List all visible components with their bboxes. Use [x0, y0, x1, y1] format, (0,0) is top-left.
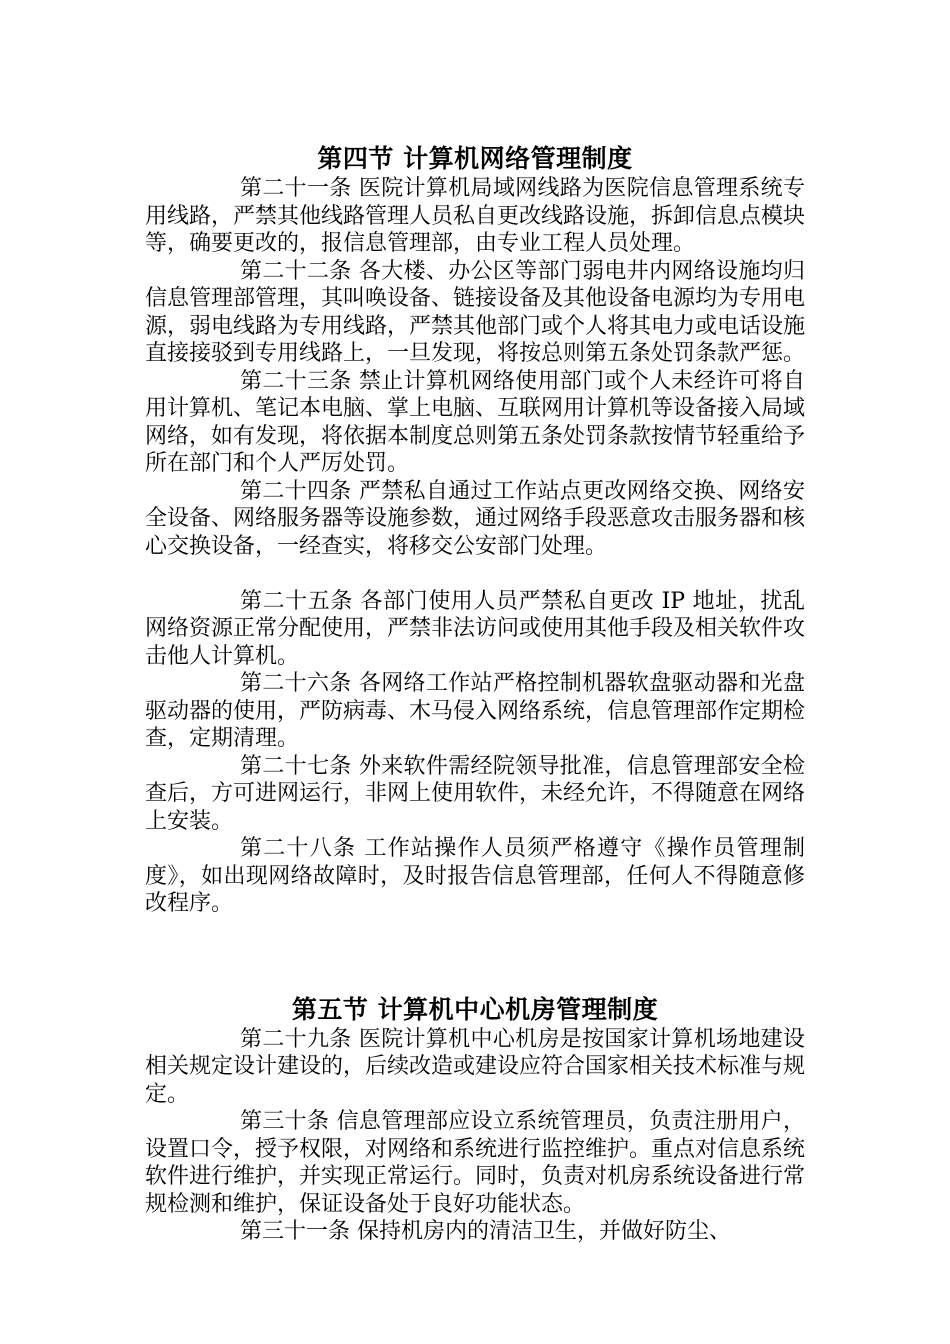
- paragraph-spacer: [145, 560, 805, 588]
- article-28: 第二十八条 工作站操作人员须严格遵守《操作员管理制度》，如出现网络故障时，及时报告信息管理部，任何人不得随意修改程序。: [145, 836, 805, 916]
- section-4-title: 第四节 计算机网络管理制度: [317, 144, 633, 173]
- article-31: 第三十一条 保持机房内的清洁卫生，并做好防尘、: [240, 1219, 731, 1244]
- article-21: 第二十一条 医院计算机局域网线路为医院信息管理系统专用线路，严禁其他线路管理人员私自更改线路设施，拆卸信息点模块等，确要更改的，报信息管理部，由专业工程人员处理。: [145, 176, 806, 256]
- section-spacer: [145, 918, 805, 994]
- article-29: 第二十九条 医院计算机中心机房是按国家计算机场地建设相关规定设计建设的，后续改造或建设应符合国家相关技术标准与规定。: [145, 1026, 806, 1107]
- section-5-title: 第五节 计算机中心机房管理制度: [291, 994, 659, 1024]
- article-25: 第二十五条 各部门使用人员严禁私自更改 IP 地址，扰乱网络资源正常分配使用，严禁非法访问或使用其他手段及相关软件攻击他人计算机。: [145, 588, 806, 669]
- article-24: 第二十四条 严禁私自通过工作站点更改网络交换、网络安全设备、网络服务器等设施参数，通过网络手段恶意攻击服务器和核心交换设备，一经查实，将移交公安部门处理。: [145, 478, 806, 559]
- article-27: 第二十七条 外来软件需经院领导批准，信息管理部安全检查后，方可进网运行，非网上使用软件，未经允许，不得随意在网络上安装。: [145, 753, 806, 834]
- article-26: 第二十六条 各网络工作站严格控制机器软盘驱动器和光盘驱动器的使用，严防病毒、木马侵入网络系统，信息管理部作定期检查，定期清理。: [145, 671, 806, 751]
- article-22: 第二十二条 各大楼、办公区等部门弱电井内网络设施均归信息管理部管理，其叫唤设备、链接设备及其他设备电源均为专用电源，弱电线路为专用线路，严禁其他部门或个人将其电力或电话设施直接接驳到专用线路上，一旦发现，将按总则第五条处罚条款严惩。: [145, 258, 806, 366]
- article-30: 第三十条 信息管理部应设立系统管理员，负责注册用户，设置口令，授予权限，对网络和系统进行监控维护。重点对信息系统软件进行维护，并实现正常运行。同时，负责对机房系统设备进行常规检测和维护，保证设备处于良好功能状态。: [145, 1109, 806, 1217]
- document-body: [145, 143, 805, 1246]
- article-23: 第二十三条 禁止计算机网络使用部门或个人未经许可将自用计算机、笔记本电脑、掌上电脑、互联网用计算机等设备接入局域网络，如有发现，将依据本制度总则第五条处罚条款按情节轻重给予所在部门和个人严厉处罚。: [145, 368, 806, 476]
